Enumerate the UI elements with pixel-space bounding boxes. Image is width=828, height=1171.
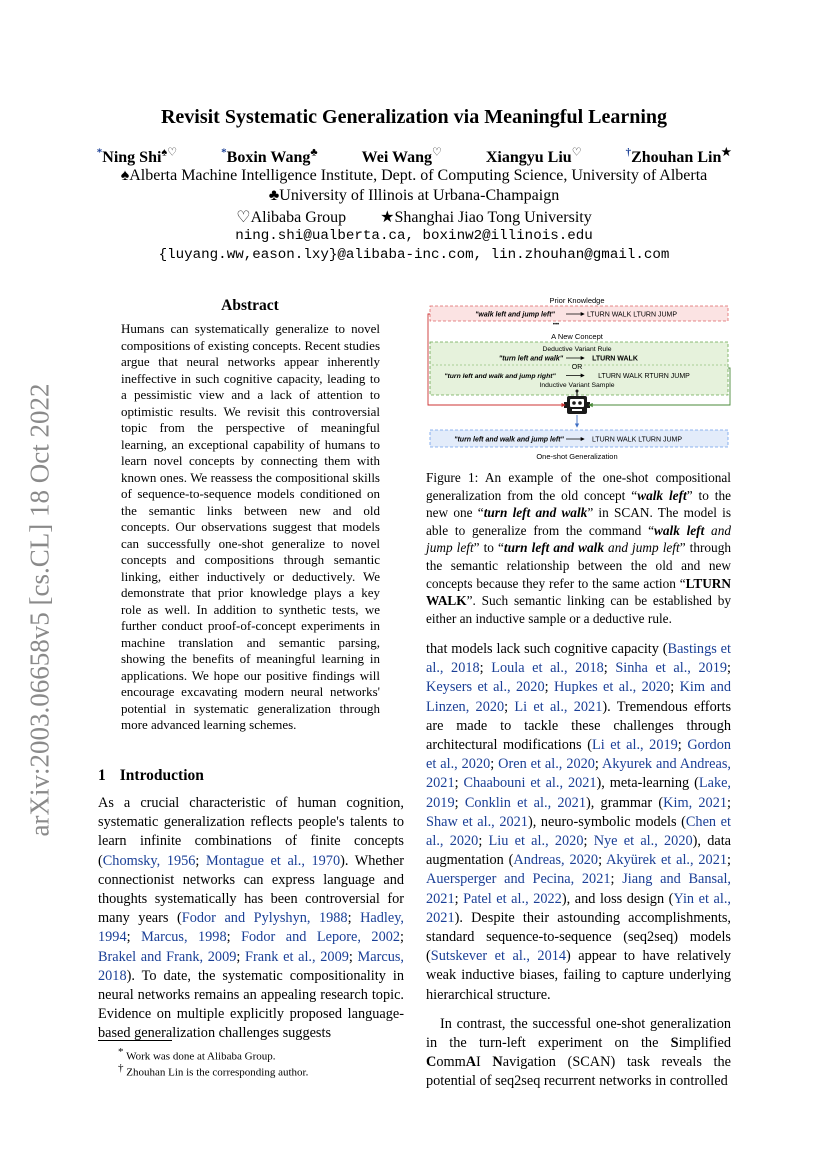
or-label: OR (571, 364, 583, 371)
citation-link[interactable]: Li et al., 2021 (514, 698, 603, 715)
author-affil-mark: ♡ (432, 147, 442, 159)
citation-link[interactable]: Akyurek and Andreas, 2021 (426, 756, 732, 792)
author-2 (221, 149, 317, 166)
inductive-sample-label: Inductive Variant Sample (539, 382, 615, 389)
author-name: Ning Shi (102, 149, 162, 167)
section-number: 1 (98, 767, 106, 784)
author-mark: * (96, 147, 103, 159)
paragraph-scan: In contrast, the successful one-shot generalization in the turn-left experiment on the Simplified CommAI Navigation (SCAN) task reveals the potential of seq2seq recurrent networks in controlled (426, 1015, 731, 1090)
citation-link[interactable]: Li et al., 2019 (591, 737, 678, 754)
deductive-rule-label: Deductive Variant Rule (542, 346, 612, 353)
citation-link[interactable]: Brakel and Frank, 2009 (98, 948, 237, 965)
affiliation-alibaba: ♡Alibaba Group (236, 209, 347, 226)
section-title: Introduction (119, 767, 204, 784)
author-mark: † (625, 147, 632, 159)
author-4 (486, 149, 582, 166)
author-affil-mark: ♠♡ (161, 147, 178, 159)
inductive-command: "turn left and walk and jump right" (444, 373, 556, 380)
new-concept-label: A New Concept (551, 332, 603, 341)
arxiv-id-text: arXiv:2003.06658v5 [cs.CL] 18 Oct 2022 (24, 383, 55, 837)
citation-link[interactable]: Shaw et al., 2021 (426, 813, 528, 830)
citation-link[interactable]: Keysers et al., 2020 (426, 679, 545, 696)
inductive-output: LTURN WALK RTURN JUMP (598, 373, 690, 380)
author-affil-mark: ♣ (310, 147, 318, 159)
citation-link[interactable]: Hupkes et al., 2020 (553, 679, 671, 696)
author-affil-mark: ★ (721, 147, 732, 159)
citation-link[interactable]: Sutskever et al., 2014 (430, 948, 567, 965)
right-column-text (426, 640, 731, 1102)
author-list (0, 146, 828, 167)
citation-link[interactable]: Bastings et al., 2018 (426, 641, 731, 677)
citation-link[interactable]: Lake, 2019 (426, 775, 732, 811)
footnote-2: † Zhouhan Lin is the corresponding author. (118, 1062, 309, 1079)
email-line-2: {luyang.ww,eason.lxy}@alibaba-inc.com, lin.zhouhan@gmail.com (158, 247, 670, 263)
citation-link[interactable]: Chaabouni et al., 2021 (463, 775, 597, 792)
author-name: Zhouhan Lin (631, 149, 722, 167)
figure-1-diagram (426, 294, 732, 466)
citation-link[interactable]: Patel et al., 2022 (463, 890, 562, 907)
prior-command: "walk left and jump left" (475, 311, 555, 319)
citation-link[interactable]: Oren et al., 2020 (498, 756, 595, 773)
footnote-1: * Work was done at Alibaba Group. (118, 1046, 276, 1063)
author-3 (362, 149, 442, 166)
citation-link[interactable]: Loula et al., 2018 (491, 660, 604, 677)
citation-link[interactable]: Yin et al., 2021 (426, 890, 732, 926)
arxiv-identifier (20, 370, 60, 850)
citation-link[interactable]: Nye et al., 2020 (593, 833, 693, 850)
author-name: Boxin Wang (226, 149, 311, 167)
email-line-1: ning.shi@ualberta.ca, boxinw2@illinois.edu (235, 228, 593, 244)
one-shot-output: LTURN WALK LTURN JUMP (591, 436, 683, 444)
deductive-output: LTURN WALK (592, 355, 638, 363)
citation-link[interactable]: Kim, 2021 (663, 794, 727, 811)
author-name: Wei Wang (361, 149, 432, 167)
citation-link[interactable]: Auersperger and Pecina, 2021 (426, 871, 611, 888)
author-mark: * (221, 147, 227, 159)
citation-link[interactable]: Marcus, 1998 (141, 929, 227, 946)
paragraph-related-work: that models lack such cognitive capacity (Bastings et al., 2018; Loula et al., 2018; Sinha et al., 2019; Keysers et al., 2020; Hupkes et al., 2020; Kim and Linzen, 2020; Li et al., 2021). Tremendous efforts are made to tackle these challenges through architectural modifications (Li et al., 2019; Gordon et al., 2020; Oren et al., 2020; Akyurek and Andreas, 2021; Chaabouni et al., 2021), meta-learning (Lake, 2019; Conklin et al., 2021), grammar (Kim, 2021; Shaw et al., 2021), neuro-symbolic models (Chen et al., 2020; Liu et al., 2020; Nye et al., 2020), data augmentation (Andreas, 2020; Akyürek et al., 2021; Auersperger and Pecina, 2021; Jiang and Bansal, 2021; Patel et al., 2022), and loss design (Yin et al., 2021). Despite their astounding accomplishments, standard sequence-to-sequence (seq2seq) models (Sutskever et al., 2014) appear to have relatively weak inductive biases, failing to capture underlying hierarchical structure. (426, 641, 732, 1003)
one-shot-label: One-shot Generalization (536, 452, 618, 461)
affiliation-line-3 (0, 207, 828, 227)
footnote-rule (98, 1040, 172, 1041)
intro-paragraph: As a crucial characteristic of human cognition, systematic generalization reflects people's talents to learn infinite combinations of finite concepts (Chomsky, 1956; Montague et al., 1970). Whether connectionist networks can express language and thoughts systematically has been controversial for many years (Fodor and Pylyshyn, 1988; Hadley, 1994; Marcus, 1998; Fodor and Lepore, 2002; Brakel and Frank, 2009; Frank et al., 2009; Marcus, 2018). To date, the systematic compositionality in neural networks remains an appealing research topic. Evidence on multiple explicitly proposed language-based generalization challenges suggests (98, 795, 405, 1042)
citation-link[interactable]: Jiang and Bansal, 2021 (426, 871, 731, 907)
prior-ellipsis: ••• (552, 322, 560, 328)
citation-link[interactable]: Marcus, 2018 (98, 948, 404, 984)
deductive-command: "turn left and walk" (498, 355, 564, 363)
citation-link[interactable]: Kim and Linzen, 2020 (426, 679, 732, 715)
citation-link[interactable]: Fodor and Lepore, 2002 (241, 929, 401, 946)
citation-link[interactable]: Frank et al., 2009 (245, 948, 349, 965)
affiliation-line-2: ♣University of Illinois at Urbana-Champaign (268, 187, 560, 204)
citation-link[interactable]: Montague et al., 1970 (205, 852, 341, 869)
prior-output: LTURN WALK LTURN JUMP (586, 311, 678, 319)
citation-link[interactable]: Chomsky, 1956 (102, 852, 196, 869)
citation-link[interactable]: Gordon et al., 2020 (426, 737, 732, 773)
affiliation-line-1: ♠Alberta Machine Intelligence Institute, Dept. of Computing Science, University of Alberta (120, 167, 708, 184)
author-name: Xiangyu Liu (485, 149, 572, 167)
citation-link[interactable]: Sinha et al., 2019 (615, 660, 728, 677)
one-shot-command: "turn left and walk and jump left" (454, 436, 564, 444)
affiliation-sjtu: ★Shanghai Jiao Tong University (380, 209, 592, 226)
author-affil-mark: ♡ (571, 147, 582, 159)
author-5 (626, 149, 732, 166)
citation-link[interactable]: Fodor and Pylyshyn, 1988 (181, 910, 348, 927)
citation-link[interactable]: Chen et al., 2020 (426, 813, 731, 850)
figure-1-caption: Figure 1: An example of the one-shot compositional generalization from the old concept “walk left” to the new one “turn left and walk” in SCAN. The model is able to generalize from the command “walk left and jump left” to “turn left and walk and jump left” through the semantic relationship between the old and new concepts because they refer to the same action “LTURN WALK”. Such semantic linking can be established by either an inductive sample or a deductive rule. (426, 470, 732, 626)
abstract-heading: Abstract (221, 297, 279, 314)
prior-knowledge-label: Prior Knowledge (549, 296, 605, 305)
paper-title: Revisit Systematic Generalization via Meaningful Learning (160, 106, 668, 128)
section-heading-introduction (98, 767, 204, 785)
abstract-body: Humans can systematically generalize to novel compositions of existing concepts. Recent studies argue that neural networks appear inherently ineffective in such cognitive capacity, leading to a pessimistic view and a lack of attention to optimistic results. We revisit this controversial topic from the perspective of meaningful learning, an exceptional capability of humans to learn novel concepts by connecting them with known ones. We reassess the compositional skills of sequence-to-sequence models conditioned on the semantic links between new and old concepts. Our observations suggest that models can successfully one-shot generalize to novel concepts and compositions through semantic linking, either inductively or deductively. We demonstrate that prior knowledge plays a key role as well. In addition to synthetic tests, we further conduct proof-of-concept experiments in machine translation and semantic parsing, showing the benefits of meaningful learning in applications. We hope our positive findings will encourage excavating modern neural networks' potential in systematic generalization through more advanced learning schemes. (121, 321, 380, 732)
citation-link[interactable]: Akyürek et al., 2021 (606, 852, 728, 869)
citation-link[interactable]: Liu et al., 2020 (488, 833, 584, 850)
citation-link[interactable]: Andreas, 2020 (513, 852, 599, 869)
citation-link[interactable]: Conklin et al., 2021 (464, 794, 586, 811)
citation-link[interactable]: Hadley, 1994 (98, 910, 405, 946)
author-1 (97, 149, 177, 166)
